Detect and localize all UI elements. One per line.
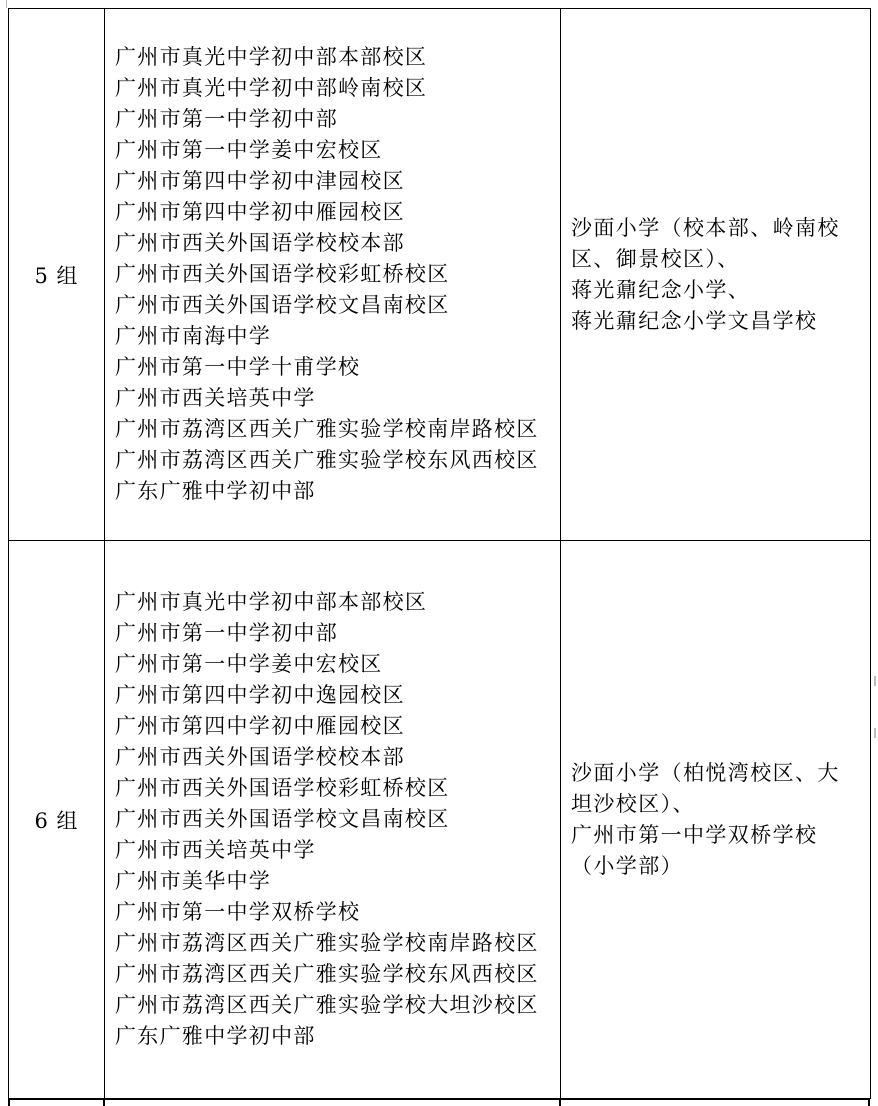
middle-school-item: 广州市第四中学初中雁园校区	[115, 200, 405, 224]
table-row-group-5	[9, 9, 871, 541]
middle-school-item: 广州市真光中学初中部岭南校区	[115, 76, 428, 100]
middle-school-item: 广州市西关外国语学校文昌南校区	[115, 293, 450, 317]
page-corner-mark	[0, 0, 7, 8]
middle-school-item: 广州市荔湾区西关广雅实验学校大坦沙校区	[115, 993, 539, 1017]
margin-mark	[874, 728, 876, 738]
middle-school-item: 广州市西关外国语学校校本部	[115, 745, 405, 769]
middle-school-item: 广州市第一中学初中部	[115, 107, 338, 131]
group-label-cell	[9, 9, 105, 541]
middle-school-item: 广州市西关外国语学校彩虹桥校区	[115, 776, 450, 800]
middle-school-item: 广州市西关培英中学	[115, 838, 316, 862]
middle-school-item: 广州市西关培英中学	[115, 386, 316, 410]
group-label-cell	[9, 541, 105, 1099]
primary-school-line: 沙面小学（柏悦湾校区、大坦沙校区）、	[571, 760, 840, 816]
middle-school-item: 广州市第四中学初中津园校区	[115, 169, 405, 193]
middle-school-item: 广州市第一中学姜中宏校区	[115, 652, 383, 676]
primary-schools-cell	[561, 541, 871, 1099]
group-label: 6 组	[34, 808, 79, 833]
primary-school-line: 沙面小学（校本部、岭南校区、御景校区）、	[571, 215, 840, 271]
middle-schools-cell	[105, 9, 561, 541]
middle-school-item: 广州市第一中学初中部	[115, 621, 338, 645]
middle-school-item: 广州市第一中学双桥学校	[115, 900, 361, 924]
middle-school-item: 广州市西关外国语学校校本部	[115, 231, 405, 255]
primary-school-line: 广州市第一中学双桥学校（小学部）	[571, 822, 818, 878]
primary-schools-cell	[561, 9, 871, 541]
middle-school-item: 广州市荔湾区西关广雅实验学校东风西校区	[115, 962, 539, 986]
group-label: 5 组	[34, 263, 79, 288]
clipped-next-row	[8, 1098, 870, 1106]
middle-school-item: 广州市西关外国语学校文昌南校区	[115, 807, 450, 831]
primary-school-line: 蒋光鼐纪念小学、	[571, 277, 751, 302]
column-border	[559, 1098, 561, 1106]
primary-school-line: 蒋光鼐纪念小学文昌学校	[571, 308, 818, 333]
middle-school-item: 广州市荔湾区西关广雅实验学校东风西校区	[115, 448, 539, 472]
primary-school-text	[571, 213, 862, 337]
admission-group-table	[8, 8, 871, 1099]
middle-school-item: 广州市真光中学初中部本部校区	[115, 45, 428, 69]
middle-school-item: 广东广雅中学初中部	[115, 1024, 316, 1048]
middle-school-item: 广州市第四中学初中逸园校区	[115, 683, 405, 707]
margin-mark	[874, 676, 876, 686]
primary-school-text	[571, 758, 862, 882]
middle-schools-cell	[105, 541, 561, 1099]
row-divider	[8, 1098, 870, 1100]
column-border	[868, 1098, 870, 1106]
column-border	[8, 1098, 10, 1106]
table-row-group-6	[9, 541, 871, 1099]
middle-school-item: 广州市美华中学	[115, 869, 272, 893]
middle-school-item: 广州市第四中学初中雁园校区	[115, 714, 405, 738]
middle-school-item: 广州市荔湾区西关广雅实验学校南岸路校区	[115, 931, 539, 955]
middle-school-item: 广州市西关外国语学校彩虹桥校区	[115, 262, 450, 286]
middle-school-item: 广州市荔湾区西关广雅实验学校南岸路校区	[115, 417, 539, 441]
middle-school-item: 广州市真光中学初中部本部校区	[115, 590, 428, 614]
middle-school-item: 广州市南海中学	[115, 324, 272, 348]
column-border	[103, 1098, 105, 1106]
middle-school-item: 广东广雅中学初中部	[115, 479, 316, 503]
middle-school-list	[115, 42, 554, 507]
middle-school-item: 广州市第一中学十甫学校	[115, 355, 361, 379]
middle-school-item: 广州市第一中学姜中宏校区	[115, 138, 383, 162]
middle-school-list	[115, 587, 554, 1052]
